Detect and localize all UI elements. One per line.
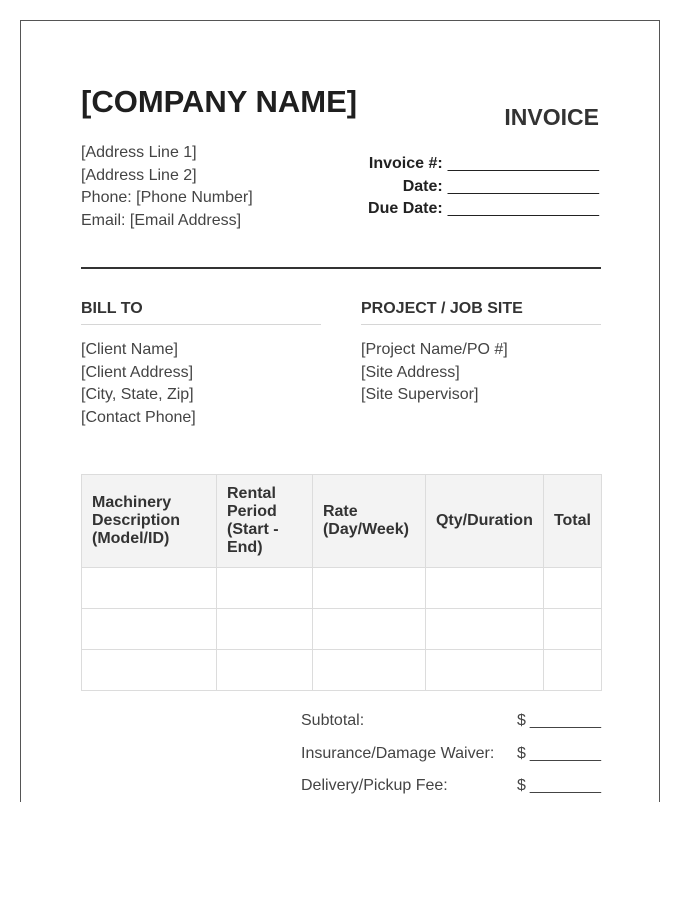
subtotal-label: Subtotal: <box>301 712 365 729</box>
col-total: Total <box>543 475 601 568</box>
col-rental-period: Rental Period (Start - End) <box>216 475 312 568</box>
table-cell[interactable] <box>312 650 425 691</box>
table-cell[interactable] <box>543 650 601 691</box>
table-cell[interactable] <box>82 609 217 650</box>
due-date-row <box>368 198 599 221</box>
table-cell[interactable] <box>82 650 217 691</box>
bill-to-heading: BILL TO <box>81 300 321 325</box>
invoice-title: INVOICE <box>504 104 599 130</box>
invoice-date-label: Date: <box>402 177 443 195</box>
header-divider <box>81 267 601 269</box>
site-supervisor: [Site Supervisor] <box>361 386 479 403</box>
subtotal-currency: $ <box>517 712 526 729</box>
table-cell[interactable] <box>425 568 543 609</box>
delivery-fee-label: Delivery/Pickup Fee: <box>301 777 448 794</box>
company-name: [COMPANY NAME] <box>81 84 358 119</box>
table-cell[interactable] <box>543 568 601 609</box>
invoice-page <box>20 20 660 802</box>
phone-line: Phone: [Phone Number] <box>81 189 253 206</box>
project-site-heading: PROJECT / JOB SITE <box>361 300 601 325</box>
client-contact-phone: [Contact Phone] <box>81 408 196 426</box>
delivery-fee-row <box>301 775 601 808</box>
invoice-date-row <box>368 176 599 199</box>
address-line-2: [Address Line 2] <box>81 166 197 184</box>
project-name: [Project Name/PO #] <box>361 341 508 358</box>
client-address: [Client Address] <box>81 363 194 381</box>
table-row <box>82 609 602 650</box>
project-site-block <box>361 339 508 407</box>
client-city-state-zip: [City, State, Zip] <box>81 386 194 403</box>
items-table-header-row <box>82 475 602 568</box>
due-date-label: Due Date: <box>368 200 443 217</box>
table-cell[interactable] <box>312 609 425 650</box>
totals-block <box>301 710 601 808</box>
table-row <box>82 650 602 691</box>
table-cell[interactable] <box>543 609 601 650</box>
col-rate: Rate (Day/Week) <box>312 475 425 568</box>
table-cell[interactable] <box>425 609 543 650</box>
delivery-fee-currency: $ <box>517 777 526 794</box>
insurance-waiver-field[interactable]: ________ <box>529 744 601 762</box>
subtotal-row <box>301 710 601 743</box>
insurance-waiver-row <box>301 743 601 776</box>
table-cell[interactable] <box>216 568 312 609</box>
due-date-field[interactable]: _________________ <box>447 200 599 217</box>
table-cell[interactable] <box>216 650 312 691</box>
delivery-fee-field[interactable]: ________ <box>529 777 601 794</box>
address-line-1: [Address Line 1] <box>81 144 197 161</box>
col-qty-duration: Qty/Duration <box>425 475 543 568</box>
subtotal-field[interactable]: ________ <box>529 712 601 729</box>
bill-to-block <box>81 339 196 429</box>
invoice-number-field[interactable]: _________________ <box>447 155 599 172</box>
table-cell[interactable] <box>82 568 217 609</box>
invoice-meta-block <box>368 153 599 221</box>
client-name: [Client Name] <box>81 341 178 358</box>
col-machinery-description: Machinery Description (Model/ID) <box>82 475 217 568</box>
table-row <box>82 568 602 609</box>
insurance-waiver-currency: $ <box>517 744 526 762</box>
invoice-number-row <box>368 153 599 176</box>
company-address-block <box>81 142 253 232</box>
table-cell[interactable] <box>312 568 425 609</box>
table-cell[interactable] <box>216 609 312 650</box>
site-address: [Site Address] <box>361 363 460 381</box>
email-line: Email: [Email Address] <box>81 211 242 229</box>
invoice-number-label: Invoice #: <box>368 155 443 172</box>
table-cell[interactable] <box>425 650 543 691</box>
invoice-date-field[interactable]: _________________ <box>447 177 599 195</box>
items-table <box>81 474 602 691</box>
insurance-waiver-label: Insurance/Damage Waiver: <box>301 744 495 762</box>
